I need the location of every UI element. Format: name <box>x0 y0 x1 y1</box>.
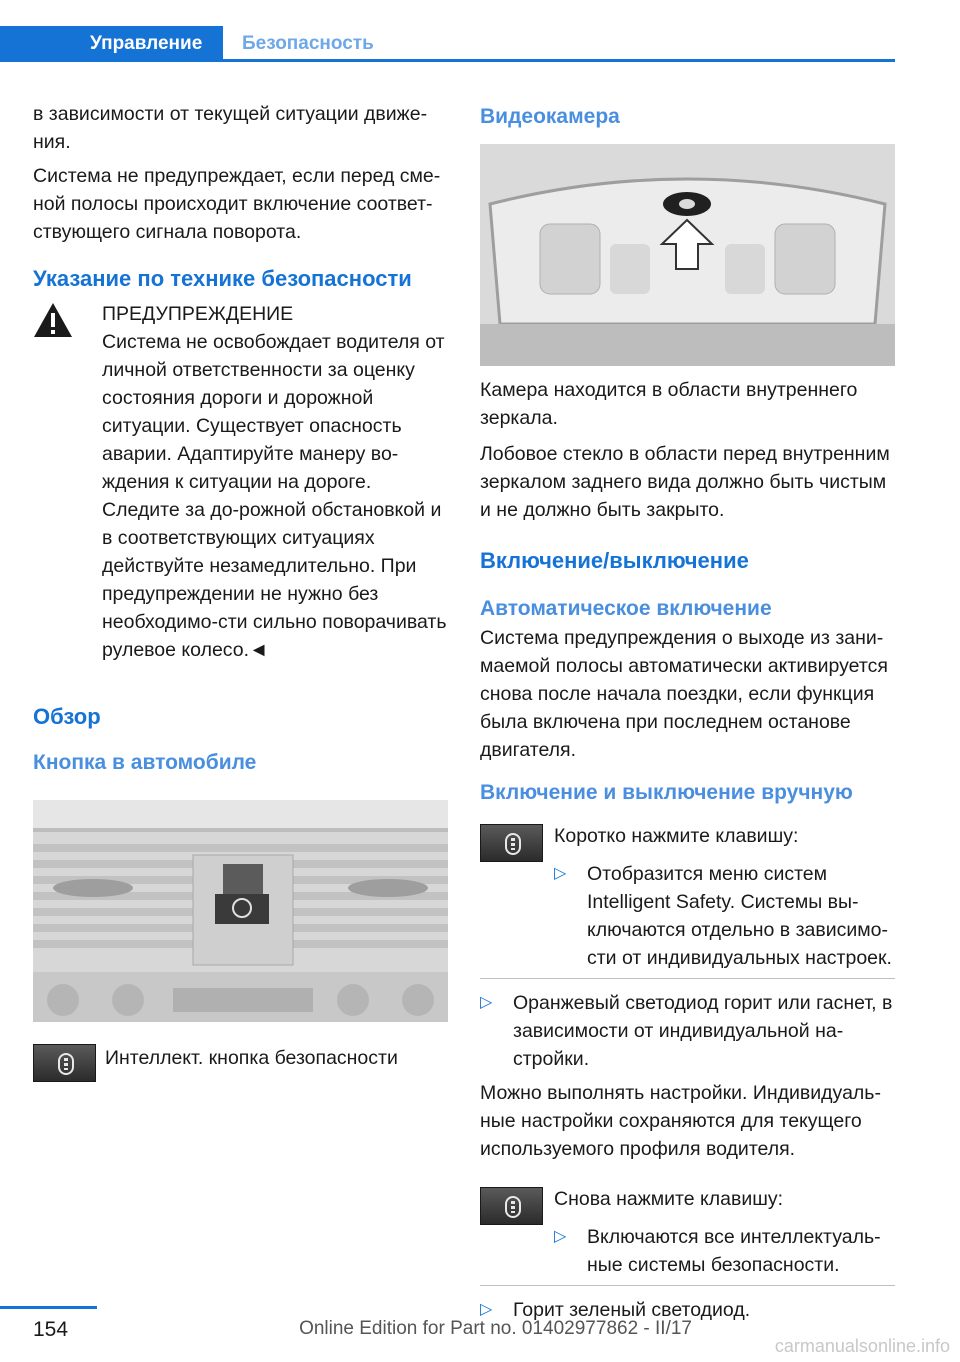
windshield-illustration <box>480 144 895 366</box>
bullet-triangle-icon: ▷ <box>480 1301 493 1318</box>
bullet-triangle-icon: ▷ <box>554 865 567 882</box>
warning-title: ПРЕДУПРЕЖДЕНИЕ <box>102 303 294 325</box>
tab-control[interactable]: Управление <box>0 26 223 62</box>
bullet-list <box>480 989 895 1073</box>
paragraph: Система предупреждения о выходе из зани-маемой полосы автоматически активируется снова после начала поездки, если функция была включена при последнем останове двигателя. <box>480 627 888 761</box>
heading-button-in-car: Кнопка в автомобиле <box>33 751 257 774</box>
heading-overview: Обзор <box>33 704 101 729</box>
heading-manual-on-off: Включение и выключение вручную <box>480 781 853 804</box>
tab-safety[interactable]: Безопасность <box>242 33 374 54</box>
paragraph: Лобовое стекло в области перед внутренним зеркалом заднего вида должно быть чистым и не должно быть закрыто. <box>480 443 890 521</box>
header-tabs <box>0 26 895 62</box>
list-item: ▷ Включаются все интеллектуаль-ные системы безопасности. <box>554 1223 895 1279</box>
paragraph: Камера находится в области внутреннего зеркала. <box>480 379 858 429</box>
list-item: ▷ Горит зеленый светодиод. <box>480 1296 895 1324</box>
divider <box>480 978 895 979</box>
warning-triangle-icon <box>33 302 73 338</box>
heading-camera: Видеокамера <box>480 105 620 128</box>
footer-accent-line <box>0 1306 97 1309</box>
press-button-row-1 <box>480 822 895 972</box>
bullet-triangle-icon: ▷ <box>554 1228 567 1245</box>
divider <box>480 1285 895 1286</box>
paragraph: Система не предупреждает, если перед сме-ной полосы происходит включение соответ-ствующего сигнала поворота. <box>33 165 441 243</box>
watermark: carmanualsonline.info <box>774 1336 950 1356</box>
press-instruction: Коротко нажмите клавишу: <box>554 825 799 847</box>
warning-block <box>33 300 448 664</box>
paragraph: Можно выполнять настройки. Индивидуаль-ные настройки сохраняются для текущего используемого профиля водителя. <box>480 1082 881 1160</box>
list-item: ▷ Отобразится меню систем Intelligent Safety. Системы вы-ключаются отдельно в зависимо-сти от индивидуальных настроек. <box>554 860 895 972</box>
list-item: ▷ Оранжевый светодиод горит или гаснет, в зависимости от индивидуальной на-стройки. <box>480 989 895 1073</box>
intelligent-safety-button-icon <box>480 1187 543 1225</box>
bullet-triangle-icon: ▷ <box>480 994 493 1011</box>
left-column <box>33 100 448 1084</box>
dashboard-button-photo <box>33 800 448 1022</box>
heading-on-off: Включение/выключение <box>480 548 749 573</box>
bullet-list <box>554 860 895 972</box>
press-button-row-2 <box>480 1185 895 1279</box>
heading-auto-activation: Автоматическое включение <box>480 597 772 620</box>
camera-photo <box>480 144 895 366</box>
right-column <box>480 102 895 1330</box>
dashboard-illustration <box>33 800 448 1022</box>
warning-body: Система не освобождает водителя от личной ответственности за оценку состояния дороги и дорожной ситуации. Существует опасность аварии. Адаптируйте манеру во-ждения к ситуации на дороге. Следите за до-рожной обстановкой и в соответствующих ситуациях действуйте незамедлительно. При предупреждении не нужно без необходимо-сти сильно поворачивать рулевое колесо.◄ <box>102 331 447 661</box>
press-instruction: Снова нажмите клавишу: <box>554 1188 784 1210</box>
heading-safety-note: Указание по технике безопасности <box>33 266 412 291</box>
button-caption: Интеллект. кнопка безопасности <box>105 1047 398 1069</box>
button-caption-row <box>33 1044 448 1084</box>
warning-text <box>33 328 448 664</box>
bullet-list <box>554 1223 895 1279</box>
header-divider <box>223 59 895 62</box>
intelligent-safety-button-icon <box>480 824 543 862</box>
page-number: 154 <box>33 1318 69 1341</box>
intelligent-safety-button-icon <box>33 1044 96 1082</box>
paragraph: в зависимости от текущей ситуации движе-ния. <box>33 103 428 153</box>
edition-text: Online Edition for Part no. 01402977862 - II/17 <box>299 1318 692 1339</box>
